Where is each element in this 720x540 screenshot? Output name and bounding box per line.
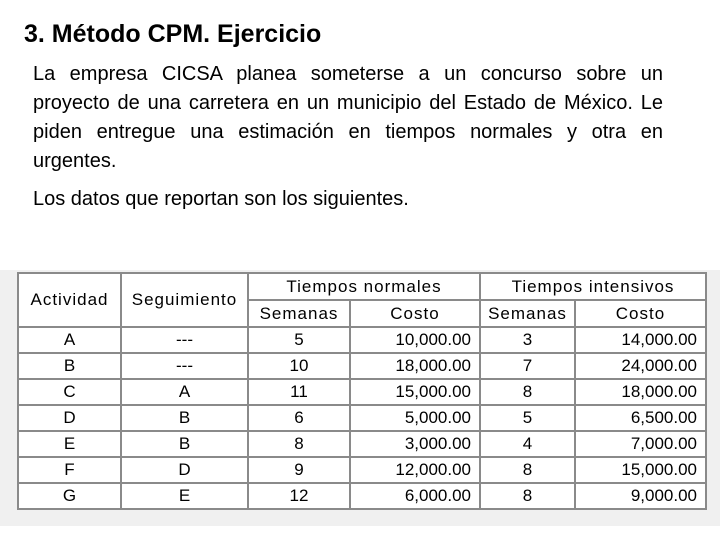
- cell-seguimiento: ---: [121, 353, 248, 379]
- header-costo-intensivos: Costo: [575, 300, 706, 327]
- cell-semanas-normales: 9: [248, 457, 350, 483]
- table-row: [18, 431, 706, 457]
- cell-semanas-intensivos: 4: [480, 431, 575, 457]
- cell-costo-normales: 6,000.00: [350, 483, 480, 509]
- header-tiempos-normales: Tiempos normales: [248, 273, 480, 300]
- cell-actividad: B: [18, 353, 121, 379]
- header-costo-normales: Costo: [350, 300, 480, 327]
- cell-seguimiento: B: [121, 431, 248, 457]
- intro-paragraph: La empresa CICSA planea someterse a un concurso sobre un proyecto de una carretera en un municipio del Estado de México. Le piden entregue una estimación en tiempos normales y otra en urgentes.: [33, 63, 663, 172]
- cell-costo-normales: 5,000.00: [350, 405, 480, 431]
- cell-actividad: G: [18, 483, 121, 509]
- table-row: [18, 353, 706, 379]
- cell-semanas-intensivos: 8: [480, 483, 575, 509]
- cell-actividad: D: [18, 405, 121, 431]
- cell-semanas-normales: 11: [248, 379, 350, 405]
- slide-title: 3. Método CPM. Ejercicio: [24, 20, 322, 48]
- header-actividad: Actividad: [18, 273, 121, 327]
- cell-costo-normales: 18,000.00: [350, 353, 480, 379]
- cell-actividad: C: [18, 379, 121, 405]
- table-row: [18, 483, 706, 509]
- cell-semanas-intensivos: 3: [480, 327, 575, 353]
- cell-actividad: F: [18, 457, 121, 483]
- cell-semanas-intensivos: 5: [480, 405, 575, 431]
- cell-seguimiento: D: [121, 457, 248, 483]
- cell-semanas-normales: 10: [248, 353, 350, 379]
- cell-semanas-intensivos: 8: [480, 379, 575, 405]
- table-row: [18, 379, 706, 405]
- cell-costo-intensivos: 24,000.00: [575, 353, 706, 379]
- cell-semanas-normales: 12: [248, 483, 350, 509]
- cell-semanas-normales: 8: [248, 431, 350, 457]
- header-tiempos-intensivos: Tiempos intensivos: [480, 273, 706, 300]
- table-background: [0, 270, 720, 526]
- cell-semanas-intensivos: 7: [480, 353, 575, 379]
- cell-actividad: E: [18, 431, 121, 457]
- table-row: [18, 457, 706, 483]
- cell-seguimiento: ---: [121, 327, 248, 353]
- cell-costo-intensivos: 6,500.00: [575, 405, 706, 431]
- table-row: [18, 327, 706, 353]
- cell-actividad: A: [18, 327, 121, 353]
- header-seguimiento: Seguimiento: [121, 273, 248, 327]
- cell-costo-normales: 10,000.00: [350, 327, 480, 353]
- cell-costo-intensivos: 15,000.00: [575, 457, 706, 483]
- cell-costo-intensivos: 9,000.00: [575, 483, 706, 509]
- cell-semanas-intensivos: 8: [480, 457, 575, 483]
- cell-semanas-normales: 6: [248, 405, 350, 431]
- activities-table: [17, 272, 707, 510]
- cell-costo-normales: 12,000.00: [350, 457, 480, 483]
- cell-seguimiento: B: [121, 405, 248, 431]
- cell-costo-intensivos: 7,000.00: [575, 431, 706, 457]
- table-row: [18, 405, 706, 431]
- cell-seguimiento: E: [121, 483, 248, 509]
- cell-costo-intensivos: 18,000.00: [575, 379, 706, 405]
- header-semanas-normales: Semanas: [248, 300, 350, 327]
- cell-costo-normales: 15,000.00: [350, 379, 480, 405]
- cell-costo-intensivos: 14,000.00: [575, 327, 706, 353]
- header-semanas-intensivos: Semanas: [480, 300, 575, 327]
- cell-costo-normales: 3,000.00: [350, 431, 480, 457]
- data-intro-paragraph: Los datos que reportan son los siguientes.: [33, 188, 409, 210]
- cell-seguimiento: A: [121, 379, 248, 405]
- cell-semanas-normales: 5: [248, 327, 350, 353]
